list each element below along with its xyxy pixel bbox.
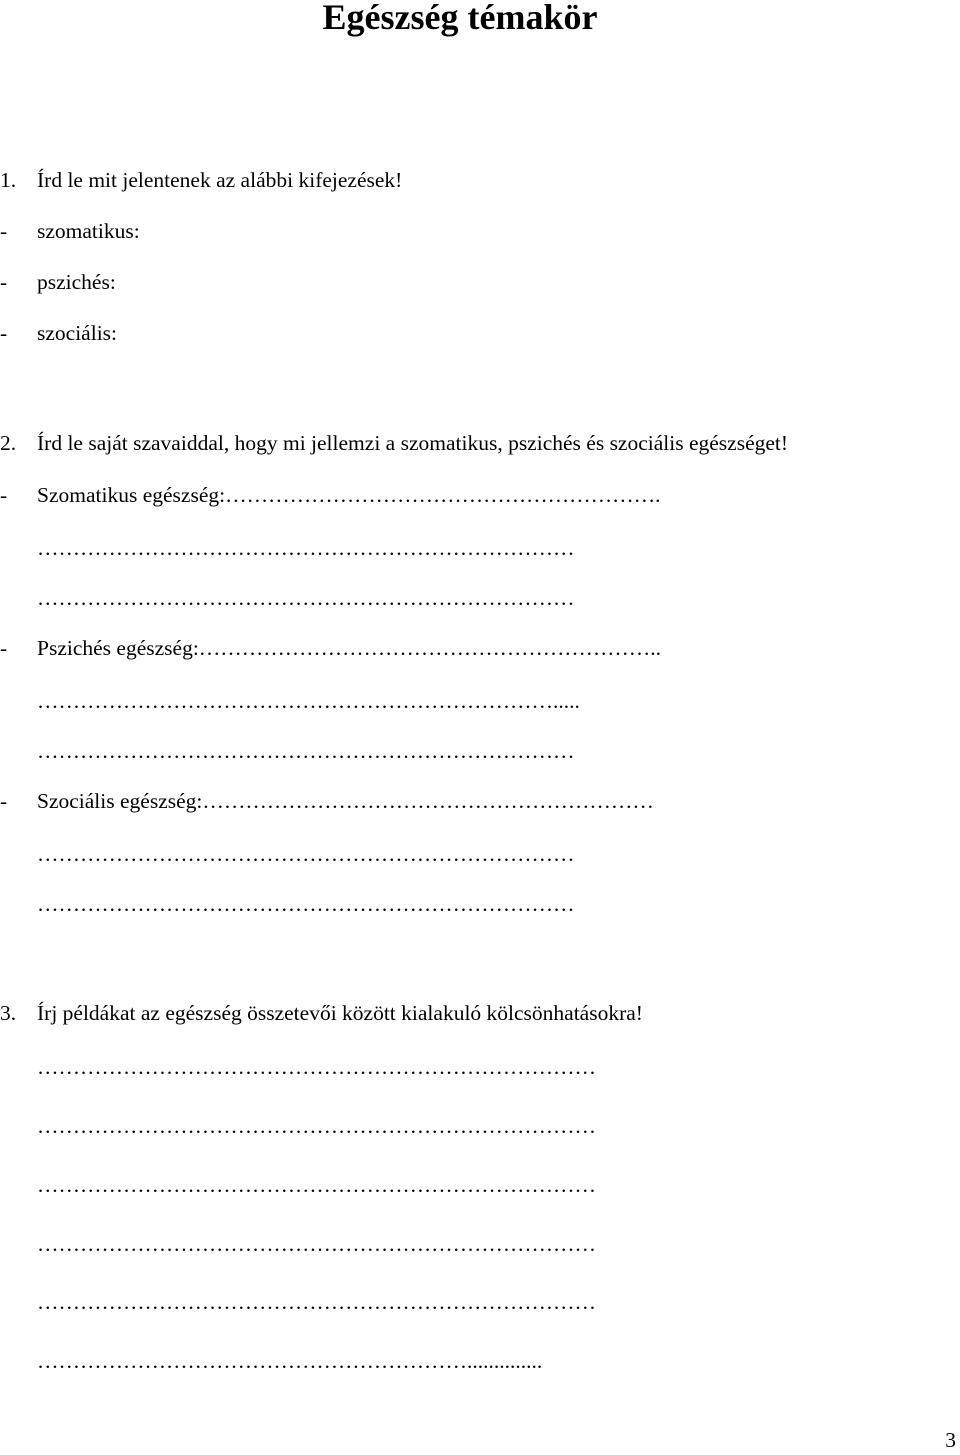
answer-fill-line[interactable]: …………………………………………………….............. bbox=[37, 1349, 543, 1373]
answer-fill-line[interactable]: …………………………………………………………………… bbox=[37, 1055, 596, 1079]
task3-question: Írj példákat az egészség összetevői között kialakuló kölcsönhatásokra! bbox=[37, 1001, 643, 1025]
task2-psychic-label: Pszichés egészség: bbox=[37, 636, 199, 660]
answer-fill-line[interactable]: ………………………………………………………………… bbox=[37, 842, 575, 866]
answer-fill-line[interactable]: …………………………………………………………………… bbox=[37, 1114, 596, 1138]
task1-item-label: pszichés: bbox=[37, 270, 116, 294]
answer-fill-line[interactable]: ………………………………………………………………..... bbox=[37, 689, 580, 713]
dash: - bbox=[0, 636, 8, 660]
task1-item-label: szociális: bbox=[37, 321, 118, 345]
page-number: 3 bbox=[945, 1428, 956, 1452]
answer-fill-line[interactable]: ………………………………………………………………… bbox=[37, 892, 575, 916]
answer-fill-line[interactable]: …………………………………………………………………… bbox=[37, 1290, 596, 1314]
answer-fill-line[interactable]: …………………………………………………………………… bbox=[37, 1232, 596, 1256]
task1-question: Írd le mit jelentenek az alábbi kifejezések! bbox=[37, 168, 403, 192]
task3-number: 3. bbox=[0, 1001, 17, 1025]
task2-social-label: Szociális egészség: bbox=[37, 789, 203, 813]
task2-social-prompt bbox=[37, 786, 654, 816]
answer-fill-line[interactable]: ……………………………………………………. bbox=[225, 483, 661, 507]
task1-item-label: szomatikus: bbox=[37, 219, 140, 243]
dash: - bbox=[0, 219, 8, 243]
task2-somatic-label: Szomatikus egészség: bbox=[37, 483, 226, 507]
task2-number: 2. bbox=[0, 431, 17, 455]
answer-fill-line[interactable]: …………………………………………………………………… bbox=[37, 1173, 596, 1197]
task2-question: Írd le saját szavaiddal, hogy mi jellemzi a szomatikus, pszichés és szociális egészséget! bbox=[37, 431, 789, 455]
answer-fill-line[interactable]: ………………………………………………………………… bbox=[37, 536, 575, 560]
dash: - bbox=[0, 270, 8, 294]
answer-fill-line[interactable]: ……………………………………………………… bbox=[202, 789, 654, 813]
answer-fill-line[interactable]: ……………………………………………………….. bbox=[198, 636, 662, 660]
dash: - bbox=[0, 321, 8, 345]
answer-fill-line[interactable]: ………………………………………………………………… bbox=[37, 586, 575, 610]
task1-number: 1. bbox=[0, 168, 17, 192]
page-title: Egészség témakör bbox=[322, 0, 598, 37]
task2-somatic-prompt bbox=[37, 480, 660, 510]
dash: - bbox=[0, 789, 8, 813]
answer-fill-line[interactable]: ………………………………………………………………… bbox=[37, 739, 575, 763]
task2-psychic-prompt bbox=[37, 633, 661, 663]
dash: - bbox=[0, 483, 8, 507]
